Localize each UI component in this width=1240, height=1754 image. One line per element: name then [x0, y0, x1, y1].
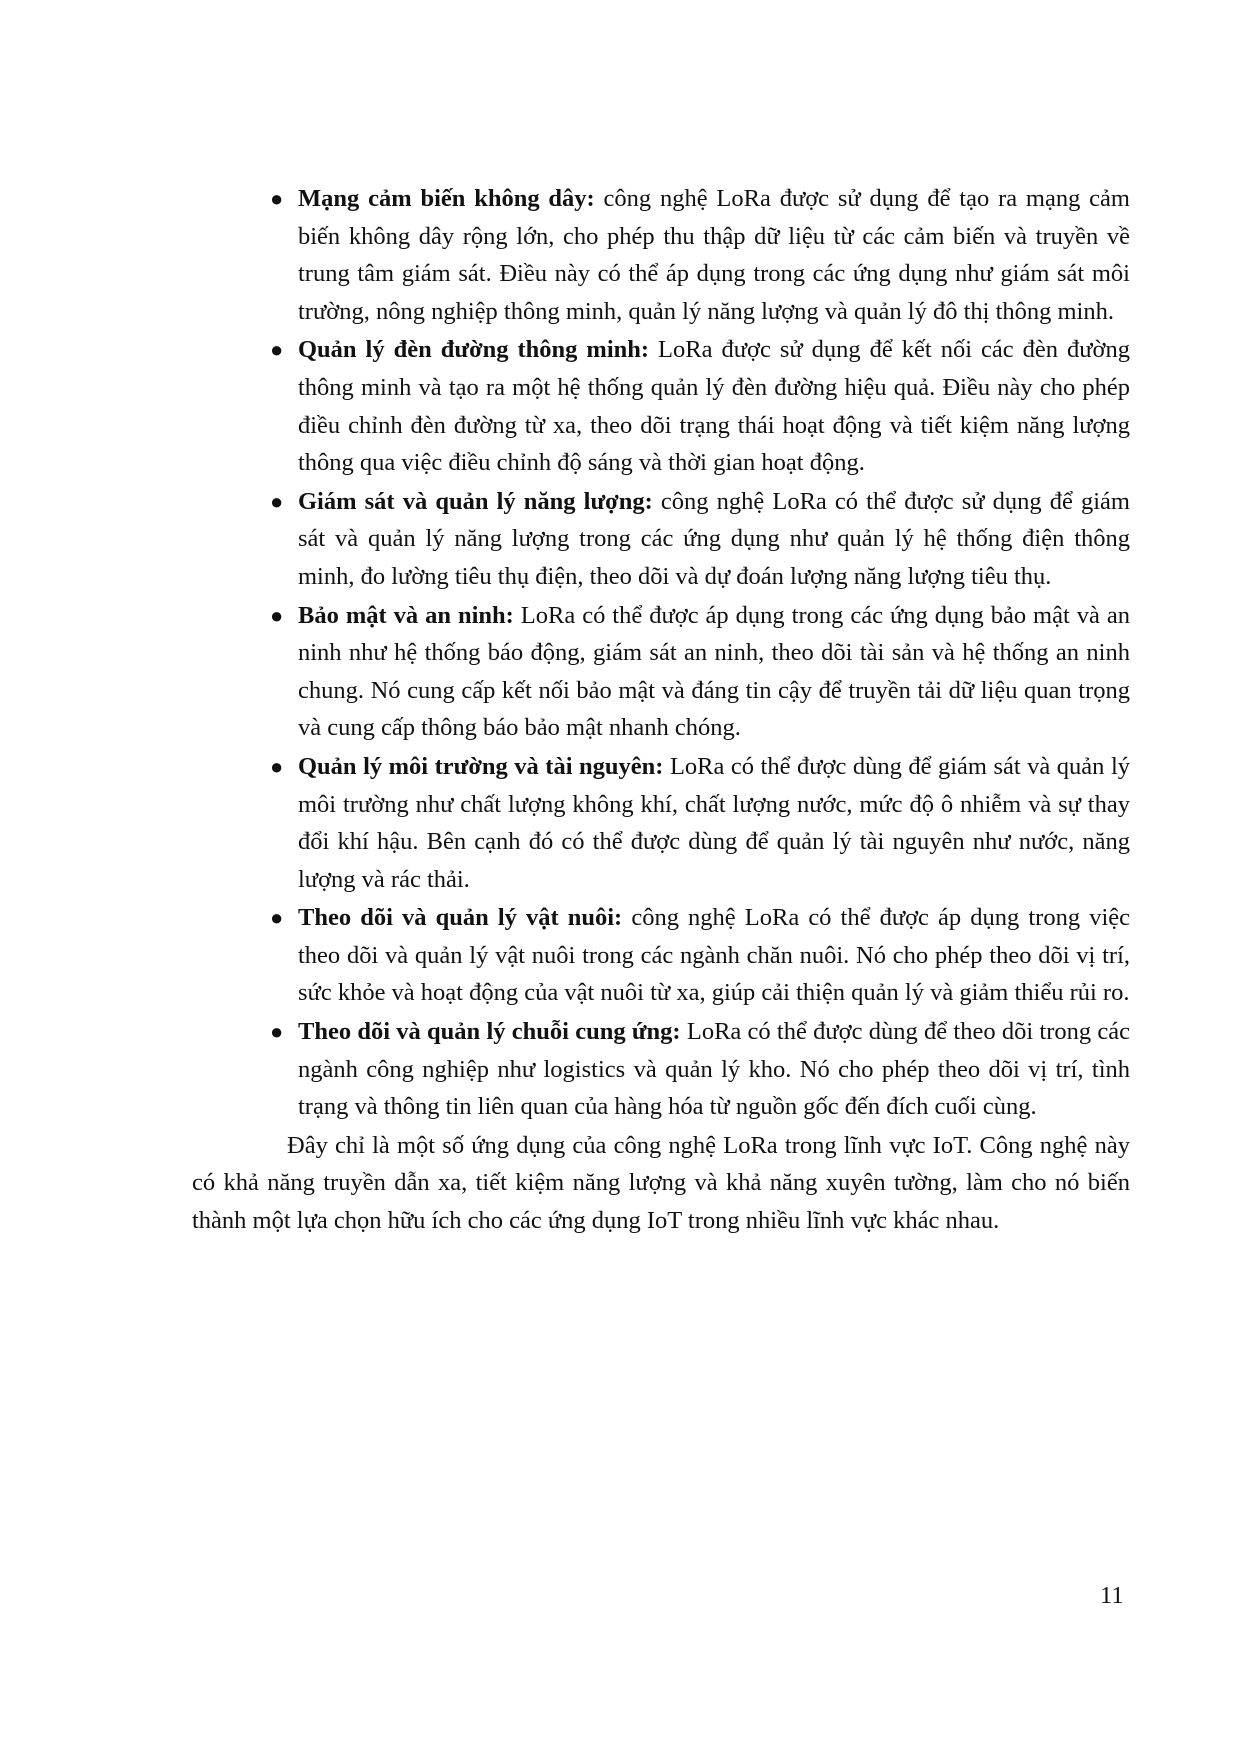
- list-item: [192, 331, 1130, 481]
- list-item: [192, 483, 1130, 596]
- item-text: LoRa có thể được dùng để giám sát và quản lý môi trường như chất lượng không khí, chất lượng nước, mức độ ô nhiễm và sự thay đổi khí hậu. Bên cạnh đó có thể được dùng để quản lý tài nguyên như nước, năng lượng và rác thải.: [298, 752, 1130, 893]
- item-text: công nghệ LoRa có thể được sử dụng để giám sát và quản lý năng lượng trong các ứng dụng như quản lý hệ thống điện thông minh, đo lường tiêu thụ điện, theo dõi và dự đoán lượng năng lượng tiêu thụ.: [298, 487, 1130, 590]
- item-text: LoRa có thể được áp dụng trong các ứng dụng bảo mật và an ninh như hệ thống báo động, giám sát an ninh, theo dõi tài sản và hệ thống an ninh chung. Nó cung cấp kết nối bảo mật và đáng tin cậy để truyền tải dữ liệu quan trọng và cung cấp thông báo bảo mật nhanh chóng.: [298, 601, 1130, 742]
- page-content: [192, 180, 1130, 1240]
- item-text: LoRa được sử dụng để kết nối các đèn đường thông minh và tạo ra một hệ thống quản lý đèn đường hiệu quả. Điều này cho phép điều chỉnh đèn đường từ xa, theo dõi trạng thái hoạt động và tiết kiệm năng lượng thông qua việc điều chỉnh độ sáng và thời gian hoạt động.: [298, 336, 1130, 477]
- item-title: Quản lý đèn đường thông minh:: [298, 336, 650, 364]
- bullet-icon: ●: [270, 186, 284, 211]
- page-number: 11: [1100, 1582, 1124, 1609]
- item-title: Quản lý môi trường và tài nguyên:: [298, 752, 664, 780]
- list-item: [192, 180, 1130, 330]
- closing-paragraph: Đây chỉ là một số ứng dụng của công nghệ LoRa trong lĩnh vực IoT. Công nghệ này có khả năng truyền dẫn xa, tiết kiệm năng lượng và khả năng xuyên tường, làm cho nó biến thành một lựa chọn hữu ích cho các ứng dụng IoT trong nhiều lĩnh vực khác nhau.: [192, 1131, 1130, 1235]
- bullet-icon: ●: [270, 905, 284, 931]
- bullet-icon: ●: [270, 602, 284, 628]
- bullet-icon: ●: [270, 753, 284, 779]
- bullet-icon: ●: [270, 337, 284, 363]
- item-title: Mạng cảm biến không dây:: [298, 185, 595, 212]
- item-title: Theo dõi và quản lý chuỗi cung ứng:: [298, 1018, 681, 1046]
- application-list: [192, 180, 1130, 1126]
- list-item: [192, 748, 1130, 898]
- list-item: [192, 1013, 1130, 1126]
- item-text: công nghệ LoRa có thể được áp dụng trong việc theo dõi và quản lý vật nuôi trong các ngành chăn nuôi. Nó cho phép theo dõi vị trí, sức khỏe và hoạt động của vật nuôi từ xa, giúp cải thiện quản lý và giảm thiểu rủi ro.: [298, 904, 1130, 1007]
- bullet-icon: ●: [270, 488, 284, 514]
- item-text: công nghệ LoRa được sử dụng để tạo ra mạng cảm biến không dây rộng lớn, cho phép thu thập dữ liệu từ các cảm biến và truyền về trung tâm giám sát. Điều này có thể áp dụng trong các ứng dụng như giám sát môi trường, nông nghiệp thông minh, quản lý năng lượng và quản lý đô thị thông minh.: [298, 185, 1130, 325]
- item-title: Giám sát và quản lý năng lượng:: [298, 487, 653, 515]
- list-item: [192, 597, 1130, 747]
- item-title: Bảo mật và an ninh:: [298, 601, 514, 629]
- bullet-icon: ●: [270, 1019, 284, 1045]
- item-title: Theo dõi và quản lý vật nuôi:: [298, 904, 623, 932]
- list-item: [192, 899, 1130, 1012]
- item-text: LoRa có thể được dùng để theo dõi trong các ngành công nghiệp như logistics và quản lý kho. Nó cho phép theo dõi vị trí, tình trạng và thông tin liên quan của hàng hóa từ nguồn gốc đến đích cuối cùng.: [298, 1018, 1131, 1121]
